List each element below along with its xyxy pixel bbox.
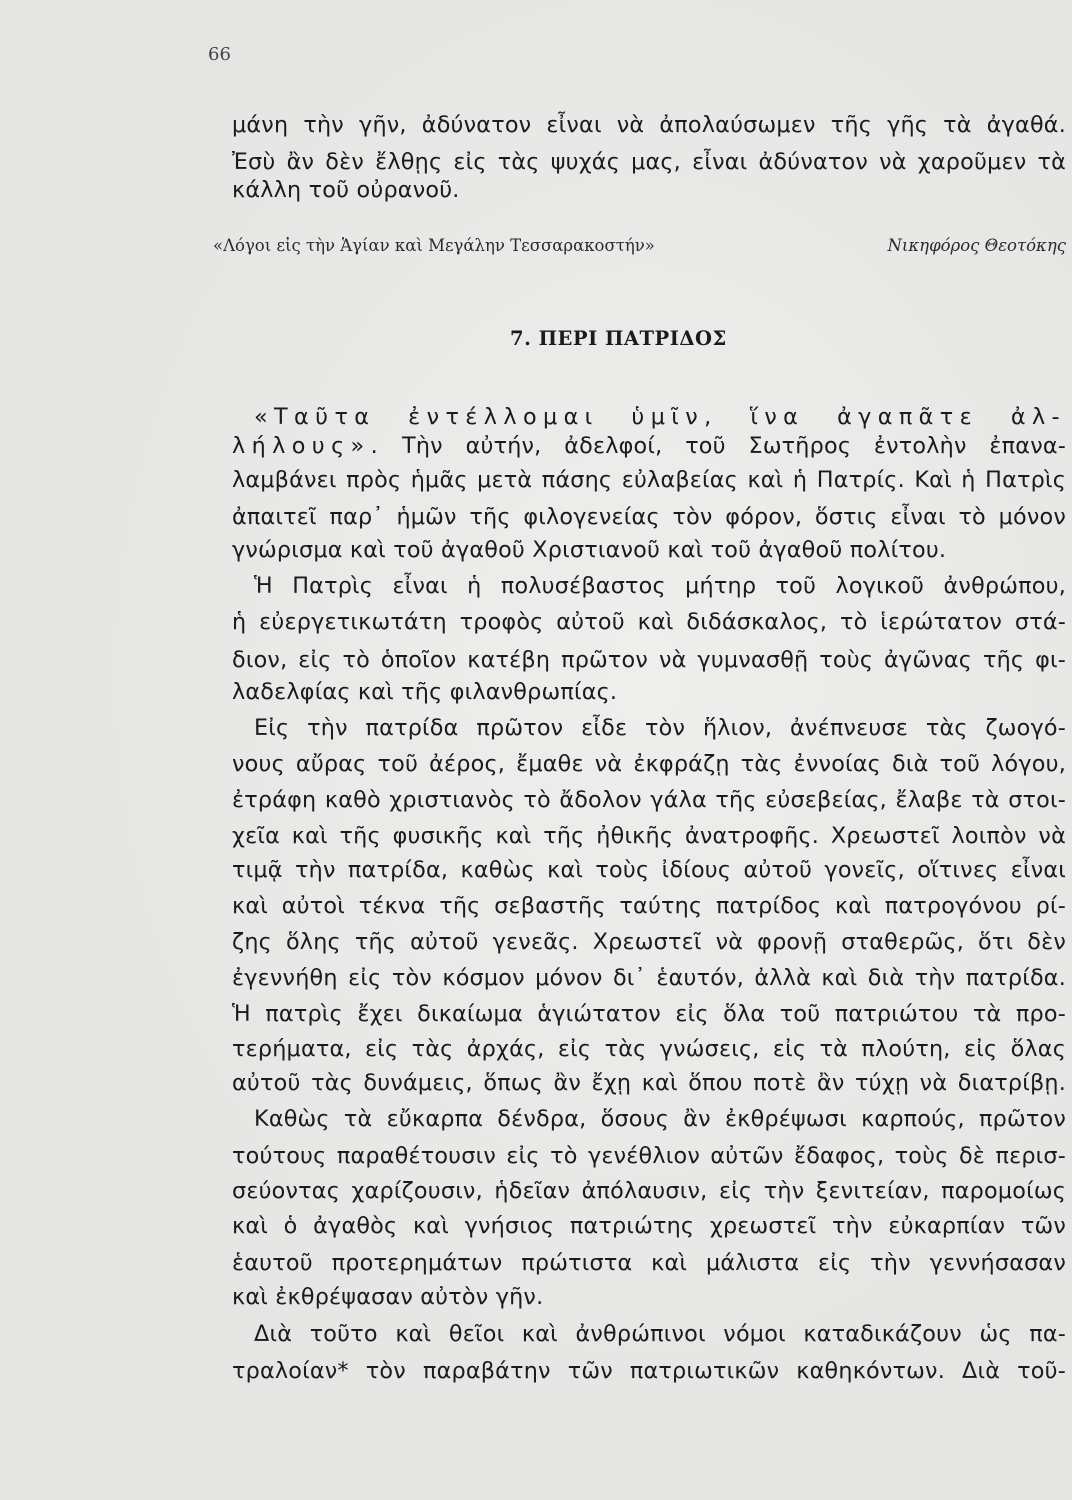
text-line: Ἐσὺ ἂν δὲν ἔλθῃς εἰς τὰς ψυχάς μας, εἶναι ἀδύνατον νὰ χαροῦμεν τὰ xyxy=(232,149,1066,175)
text-line: Διὰ τοῦτο καὶ θεῖοι καὶ ἀνθρώπινοι νόμοι καταδικάζουν ὡς πα- xyxy=(254,1321,1066,1347)
text-line: Ἡ πατρὶς ἔχει δικαίωμα ἁγιώτατον εἰς ὅλα τοῦ πατριώτου τὰ προ- xyxy=(232,1001,1066,1027)
text-line: ζης ὅλης τῆς αὐτοῦ γενεᾶς. Χρεωστεῖ νὰ φρονῇ σταθερῶς, ὅτι δὲν xyxy=(232,929,1066,955)
text-line: ἀπαιτεῖ παρ᾽ ἡμῶν τῆς φιλογενείας τὸν φόρον, ὅστις εἶναι τὸ μόνον xyxy=(232,504,1066,530)
text-line: καὶ ὁ ἀγαθὸς καὶ γνήσιος πατριώτης χρεωστεῖ τὴν εὐκαρπίαν τῶν xyxy=(232,1213,1066,1239)
text-line: τούτους παραθέτουσιν εἰς τὸ γενέθλιον αὐτῶν ἔδαφος, τοὺς δὲ περισ- xyxy=(232,1143,1066,1169)
text-line: λαδελφίας καὶ τῆς φιλανθρωπίας. xyxy=(232,679,618,705)
text-line: τιμᾷ τὴν πατρίδα, καθὼς καὶ τοὺς ἰδίους αὐτοῦ γονεῖς, οἵτινες εἶναι xyxy=(232,857,1066,883)
text-line: Ἡ Πατρὶς εἶναι ἡ πολυσέβαστος μήτηρ τοῦ λογικοῦ ἀνθρώπου, xyxy=(254,573,1066,599)
section-heading: 7. ΠΕΡΙ ΠΑΤΡΙΔΟΣ xyxy=(510,327,727,350)
text-line: Εἰς τὴν πατρίδα πρῶτον εἶδε τὸν ἥλιον, ἀνέπνευσε τὰς ζωογό- xyxy=(254,715,1066,741)
text-line: λαμβάνει πρὸς ἡμᾶς μετὰ πάσης εὐλαβείας καὶ ἡ Πατρίς. Καὶ ἡ Πατρὶς xyxy=(232,467,1066,493)
text-line: τραλοίαν* τὸν παραβάτην τῶν πατριωτικῶν καθηκόντων. Διὰ τοῦ- xyxy=(232,1358,1066,1384)
text-line: αὐτοῦ τὰς δυνάμεις, ὅπως ἂν ἔχῃ καὶ ὅπου ποτὲ ἂν τύχῃ νὰ διατρίβῃ. xyxy=(232,1070,1066,1096)
text-line: καὶ αὐτοὶ τέκνα τῆς σεβαστῆς ταύτης πατρίδος καὶ πατρογόνου ρί- xyxy=(232,893,1066,919)
epigraph-line: λήλους». xyxy=(232,433,385,459)
text-line: τερήματα, εἰς τὰς ἀρχάς, εἰς τὰς γνώσεις, εἰς τὰ πλούτη, εἰς ὅλας xyxy=(232,1036,1066,1062)
text-line: διον, εἰς τὸ ὁποῖον κατέβη πρῶτον νὰ γυμνασθῇ τοὺς ἀγῶνας τῆς φι- xyxy=(232,647,1066,673)
text-line: κάλλη τοῦ οὐρανοῦ. xyxy=(232,177,460,203)
text-line: καὶ ἐκθρέψασαν αὐτὸν γῆν. xyxy=(232,1284,544,1310)
text-line: Τὴν αὐτήν, ἀδελφοί, τοῦ Σωτῆρος ἐντολὴν ἐπανα- xyxy=(402,433,1066,459)
text-line: ἡ εὐεργετικωτάτη τροφὸς αὐτοῦ καὶ διδάσκαλος, τὸ ἱερώτατον στά- xyxy=(232,609,1066,635)
text-line: γνώρισμα καὶ τοῦ ἀγαθοῦ Χριστιανοῦ καὶ τοῦ ἀγαθοῦ πολίτου. xyxy=(232,537,947,563)
text-line: ἑαυτοῦ προτερημάτων πρώτιστα καὶ μάλιστα εἰς τὴν γεννήσασαν xyxy=(232,1250,1066,1276)
text-line: σεύοντας χαρίζουσιν, ἡδεῖαν ἀπόλαυσιν, εἰς τὴν ξενιτείαν, παρομοίως xyxy=(232,1178,1066,1204)
page-number: 66 xyxy=(208,44,231,65)
text-line: χεῖα καὶ τῆς φυσικῆς καὶ τῆς ἠθικῆς ἀνατροφῆς. Χρεωστεῖ λοιπὸν νὰ xyxy=(232,823,1066,849)
epigraph-line: «Ταῦτα ἐντέλλομαι ὑμῖν, ἵνα ἀγαπᾶτε ἀλ- xyxy=(254,404,1066,430)
text-line: νους αὔρας τοῦ ἀέρος, ἔμαθε νὰ ἐκφράζῃ τὰς ἐννοίας διὰ τοῦ λόγου, xyxy=(232,751,1066,777)
source-title: «Λόγοι εἰς τὴν Ἁγίαν καὶ Μεγάλην Τεσσαρακοστήν» xyxy=(213,236,655,255)
source-author: Νικηφόρος Θεοτόκης xyxy=(887,236,1066,255)
text-line: Καθὼς τὰ εὔκαρπα δένδρα, ὅσους ἂν ἐκθρέψωσι καρπούς, πρῶτον xyxy=(254,1106,1066,1132)
text-line: ἐτράφη καθὸ χριστιανὸς τὸ ἄδολον γάλα τῆς εὐσεβείας, ἔλαβε τὰ στοι- xyxy=(232,787,1066,813)
text-line: μάνη τὴν γῆν, ἀδύνατον εἶναι νὰ ἀπολαύσωμεν τῆς γῆς τὰ ἀγαθά. xyxy=(232,112,1066,138)
text-line: ἐγεννήθη εἰς τὸν κόσμον μόνον δι᾽ ἑαυτόν, ἀλλὰ καὶ διὰ τὴν πατρίδα. xyxy=(232,965,1066,991)
